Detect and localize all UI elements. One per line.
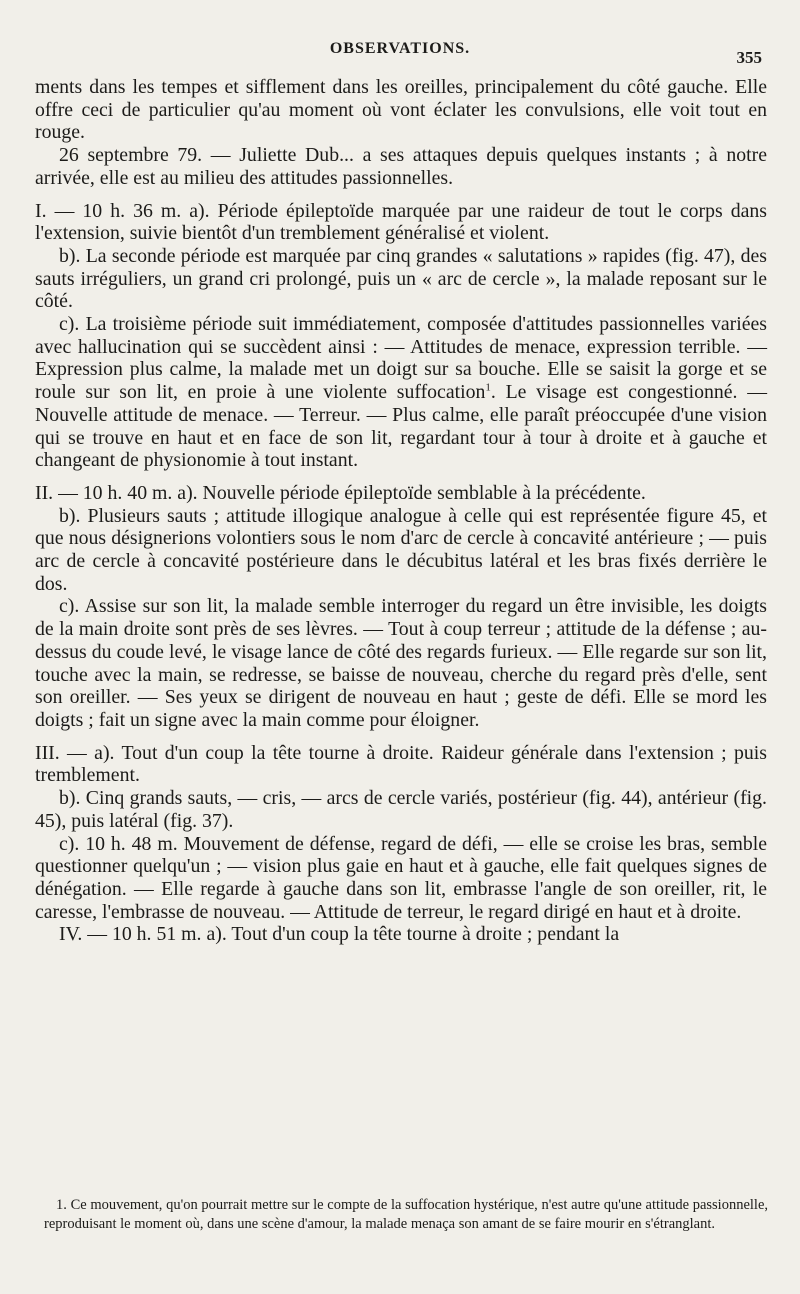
paragraph-text: . Le visage est congestionné. — Nouvelle attitude de menace. — Terreur. — Plus calme, elle paraît préoccupée d'une vision qui se trouve en haut et en face de son lit, regardant tour à tour à droite et à gauche et changeant de physionomie à tout instant. (35, 381, 767, 472)
paragraph: b). Cinq grands sauts, — cris, — arcs de cercle variés, postérieur (fig. 44), antérieur (fig. 45), puis latéral (fig. 37). (35, 787, 767, 832)
paragraph: b). Plusieurs sauts ; attitude illogique analogue à celle qui est représentée figure 45, et que nous désignerions volontiers sous le nom d'arc de cercle à concavité antérieure ; — puis arc de cercle à concavité postérieure dans le décubitus latéral et les bras fixés derrière le dos. (35, 504, 767, 595)
paragraph: IV. — 10 h. 51 m. a). Tout d'un coup la tête tourne à droite ; pendant la (59, 923, 620, 946)
paragraph: I. — 10 h. 36 m. a). Période épileptoïde marquée par une raideur de tout le corps dans l'extension, suivie bientôt d'un tremblement généralisé et violent. (35, 199, 767, 245)
body-text (35, 76, 767, 946)
page-header (0, 40, 800, 70)
paragraph: c). Assise sur son lit, la malade semble interroger du regard un être invisible, les doigts de la main droite sont près de ses lèvres. — Tout à coup terreur ; attitude de la défense ; au-dessus du coude levé, le visage lance de côté des regards furieux. — Elle regarde sur son lit, touche avec la main, se redresse, se baisse de nouveau, cherche du regard près d'elle, sent son oreiller. — Ses yeux se dirigent de nouveau en haut ; geste de défi. Elle se mord les doigts ; fait un signe avec la main comme pour éloigner. (35, 595, 767, 731)
page-number: 355 (736, 48, 762, 67)
paragraph: c). 10 h. 48 m. Mouvement de défense, regard de défi, — elle se croise les bras, semble questionner quelqu'un ; — vision plus gaie en haut et à gauche, elle fait quelques signes de dénégation. — Elle regarde à gauche dans son lit, embrasse l'angle de son oreiller, rit, le caresse, l'embrasse de nouveau. — Attitude de terreur, le regard dirigé en haut et à droite. (35, 832, 767, 923)
footnote-reference: 1 (485, 381, 491, 394)
paragraph: 26 septembre 79. — Juliette Dub... a ses attaques depuis quelques instants ; à notre arrivée, elle est au milieu des attitudes passionnelles. (35, 144, 767, 189)
footnote (44, 1196, 768, 1234)
paragraph: ments dans les tempes et sifflement dans les oreilles, principalement du côté gauche. Elle offre ceci de particulier qu'au moment où vont éclater les convulsions, elle voit tout en rouge. (35, 76, 767, 144)
running-title: OBSERVATIONS. (329, 40, 471, 57)
footnote-marker: 1. (56, 1197, 67, 1213)
footnote-text: Ce mouvement, qu'on pourrait mettre sur le compte de la suffocation hystérique, n'est autre qu'une attitude passionnelle, reproduisant le moment où, dans une scène d'amour, la malade menaça son amant de se faire mourir en s'étranglant. (44, 1197, 769, 1232)
paragraph: b). La seconde période est marquée par cinq grandes « salutations » rapides (fig. 47), des sauts irréguliers, un grand cri prolongé, puis un « arc de cercle », la malade reposant sur le côté. (35, 244, 767, 313)
paragraph (35, 313, 767, 472)
paragraph-text: c). La troisième période suit immédiatement, composée d'attitudes passionnelles variées avec hallucination qui se succèdent ainsi : — Attitudes de menace, expression terrible. — Expression plus calme, la malade met un doigt sur sa bouche. Elle se saisit la gorge et se roule sur son lit, en proie à une violente suffocation (35, 313, 767, 404)
paragraph: III. — a). Tout d'un coup la tête tourne à droite. Raideur générale dans l'extension ; puis tremblement. (35, 741, 767, 787)
paragraph: II. — 10 h. 40 m. a). Nouvelle période épileptoïde semblable à la précédente. (35, 481, 646, 504)
